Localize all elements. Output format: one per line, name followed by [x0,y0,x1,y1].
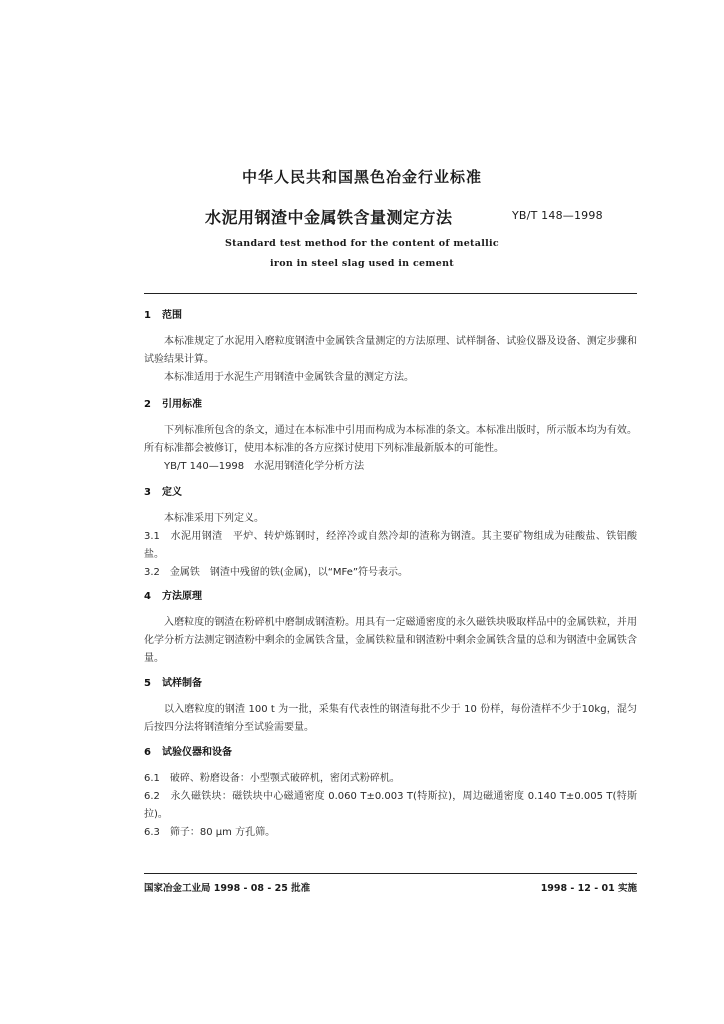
approval-date: 国家冶金工业局 1998 - 08 - 25 批准 [144,883,311,894]
paragraph: 本标准采用下列定义。 [164,513,264,524]
paragraph: 入磨粒度的钢渣在粉碎机中磨制成钢渣粉。用具有一定磁通密度的永久磁铁块吸取样品中的金属铁粒，并用化学分析方法测定钢渣粉中剩余的金属铁含量，金属铁粒量和钢渣粉中剩余金属铁含量的总和为钢渣中金属铁含量。 [144,617,637,664]
english-title-line2: iron in steel slag used in cement [270,258,454,269]
section-heading: 2 引用标准 [144,399,202,410]
paragraph: 下列标准所包含的条文，通过在本标准中引用而构成为本标准的条文。本标准出版时，所示版本均为有效。所有标准都会被修订，使用本标准的各方应探讨使用下列标准最新版本的可能性。 [144,425,637,454]
document-title: 水泥用钢渣中金属铁含量测定方法 [205,208,453,227]
implementation-date: 1998 - 12 - 01 实施 [540,883,637,894]
section-heading: 5 试样制备 [144,678,202,689]
top-divider [144,293,637,294]
equipment-item: 6.3 筛子：80 μm 方孔筛。 [144,827,276,838]
english-title-line1: Standard test method for the content of metallic [224,238,500,249]
bottom-divider [144,873,637,874]
reference-item: YB/T 140—1998 水泥用钢渣化学分析方法 [164,461,365,472]
standard-code: YB/T 148—1998 [512,209,603,222]
equipment-item: 6.2 永久磁铁块：磁铁块中心磁通密度 0.060 T±0.003 T(特斯拉)，周边磁通密度 0.140 T±0.005 T(特斯拉)。 [144,791,637,820]
section-1 [144,307,637,387]
paragraph: 本标准规定了水泥用入磨粒度钢渣中金属铁含量测定的方法原理、试样制备、试验仪器及设备、测定步骤和试验结果计算。 [144,336,637,365]
paragraph: 以入磨粒度的钢渣 100 t 为一批，采集有代表性的钢渣每批不少于 10 份样，每份渣样不少于10kg，混匀后按四分法将钢渣缩分至试验需要量。 [144,704,637,733]
section-5 [144,675,637,737]
org-title: 中华人民共和国黑色冶金行业标准 [241,168,482,186]
definition-item: 3.2 金属铁 钢渣中残留的铁(金属)，以“MFe”符号表示。 [144,567,409,578]
section-heading: 3 定义 [144,487,182,498]
section-heading: 1 范围 [144,310,182,321]
paragraph: 本标准适用于水泥生产用钢渣中金属铁含量的测定方法。 [164,372,414,383]
equipment-item: 6.1 破碎、粉磨设备：小型颚式破碎机，密闭式粉碎机。 [144,773,400,784]
section-6 [144,744,637,842]
section-4 [144,588,637,668]
section-heading: 6 试验仪器和设备 [144,747,232,758]
definition-item: 3.1 水泥用钢渣 平炉、转炉炼钢时，经淬冷或自然冷却的渣称为钢渣。其主要矿物组成为硅酸盐、铁铝酸盐。 [144,531,637,560]
section-2 [144,396,637,476]
section-3 [144,484,637,582]
section-heading: 4 方法原理 [144,591,202,602]
